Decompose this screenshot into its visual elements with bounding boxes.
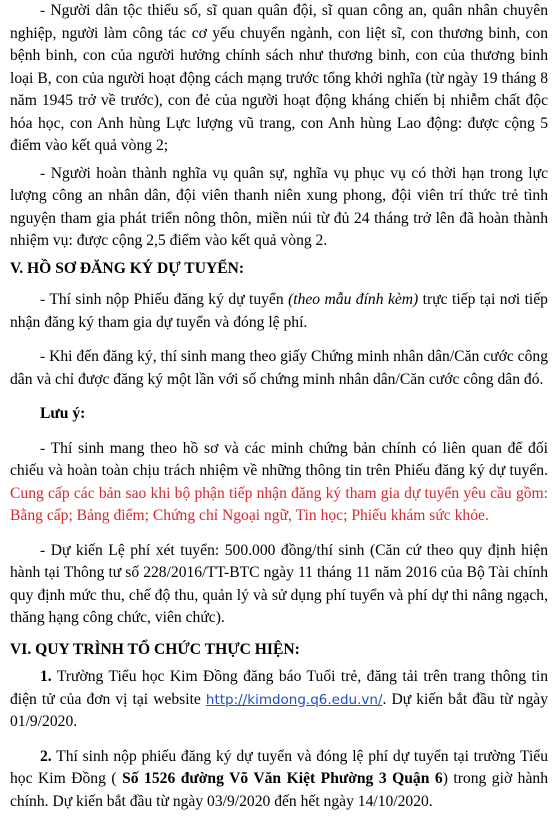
school-address: Số 1526 đường Võ Văn Kiệt Phường 3 Quận 6: [122, 770, 443, 787]
paragraph-fee: - Dự kiến Lệ phí xét tuyển: 500.000 đồng/thí sinh (Căn cứ theo quy định hiện hành tại Thông tư số 228/2016/TT-BTC ngày 11 tháng 11 năm 2016 của Bộ Tài chính quy định mức thu, chế độ thu, quản lý và sử dụng phí tuyển và phí dự thi nâng ngạch, thăng hạng công chức, viên chức).: [10, 541, 548, 626]
paragraph-priority-2-5-points: - Người hoàn thành nghĩa vụ quân sự, nghĩa vụ phục vụ có thời hạn trong lực lượng công an nhân dân, đội viên thanh niên xung phong, đội viên trí thức trẻ tình nguyện tham gia phát triển nông thôn, miền núi từ đủ 24 tháng trở lên đã hoàn thành nhiệm vụ: được cộng 2,5 điểm vào kết quả vòng 2.: [10, 164, 548, 249]
paragraph-step-2: [10, 746, 548, 814]
note-title: Lưu ý:: [40, 405, 86, 422]
section-heading-v: V. HỒ SƠ ĐĂNG KÝ DỰ TUYỂN:: [10, 259, 245, 277]
submit-form-text-end: trực tiếp tại nơi tiếp nhận đăng ký tham gia dự tuyển và đóng lệ phí.: [10, 291, 548, 331]
paragraph-id-card: - Khi đến đăng ký, thí sinh mang theo giấy Chứng minh nhân dân/Căn cước công dân và chỉ được đăng ký một lần với số chứng minh nhân dân/Căn cước công dân đó.: [10, 348, 548, 388]
step-2-number: 2.: [40, 747, 52, 765]
submit-form-text: - Thí sinh nộp Phiếu đăng ký dự tuyển: [40, 291, 289, 308]
paragraph-submit-form: [10, 289, 548, 334]
website-link[interactable]: http://kimdong.q6.edu.vn/: [205, 691, 383, 708]
paragraph-step-1: [10, 666, 548, 734]
originals-text: - Thí sinh mang theo hồ sơ và các minh chứng bản chính có liên quan để đối chiếu và hoàn toàn chịu trách nhiệm về những thông tin trên Phiếu đăng ký dự tuyển.: [10, 439, 548, 479]
step-2-text: Thí sinh nộp phiếu đăng ký dự tuyển và đóng lệ phí dự tuyển tại trường Tiểu học Kim Đồng (: [10, 747, 548, 787]
step-1-text: Trường Tiểu học Kim Đồng đăng báo Tuổi trẻ, đăng tải trên trang thông tin điện tử của đơn vị tại website: [10, 668, 548, 708]
step-2-text-end: ) trong giờ hành chính. Dự kiến bắt đầu từ ngày 03/9/2020 đến hết ngày 14/10/2020.: [10, 770, 548, 810]
paragraph-originals: [10, 438, 548, 528]
submit-form-italic-note: (theo mẫu đính kèm): [288, 291, 419, 308]
step-1-text-end: . Dự kiến bắt đầu từ ngày 01/9/2020.: [10, 690, 548, 730]
copies-required-red-text: Cung cấp các bản sao khi bộ phận tiếp nhận đăng ký tham gia dự tuyển yêu cầu gồm: Bằng cấp; Bảng điểm; Chứng chỉ Ngoại ngữ, Tin học; Phiếu khám sức khỏe.: [10, 484, 548, 524]
paragraph-priority-5-points: - Người dân tộc thiểu số, sĩ quan quân đội, sĩ quan công an, quân nhân chuyên nghiệp, người làm công tác cơ yếu chuyển ngành, con liệt sĩ, con thương binh, con bệnh binh, con của người hưởng chính sách như thương binh, con của thương binh loại B, con của người hoạt động cách mạng trước tổng khởi nghĩa (từ ngày 19 tháng 8 năm 1945 trở về trước), con đẻ của người hoạt động kháng chiến bị nhiễm chất độc hóa học, con Anh hùng Lực lượng vũ trang, con Anh hùng Lao động: được cộng 5 điểm vào kết quả vòng 2;: [10, 2, 548, 154]
step-1-number: 1.: [40, 668, 52, 685]
section-heading-vi: VI. QUY TRÌNH TỔ CHỨC THỰC HIỆN:: [10, 640, 300, 658]
